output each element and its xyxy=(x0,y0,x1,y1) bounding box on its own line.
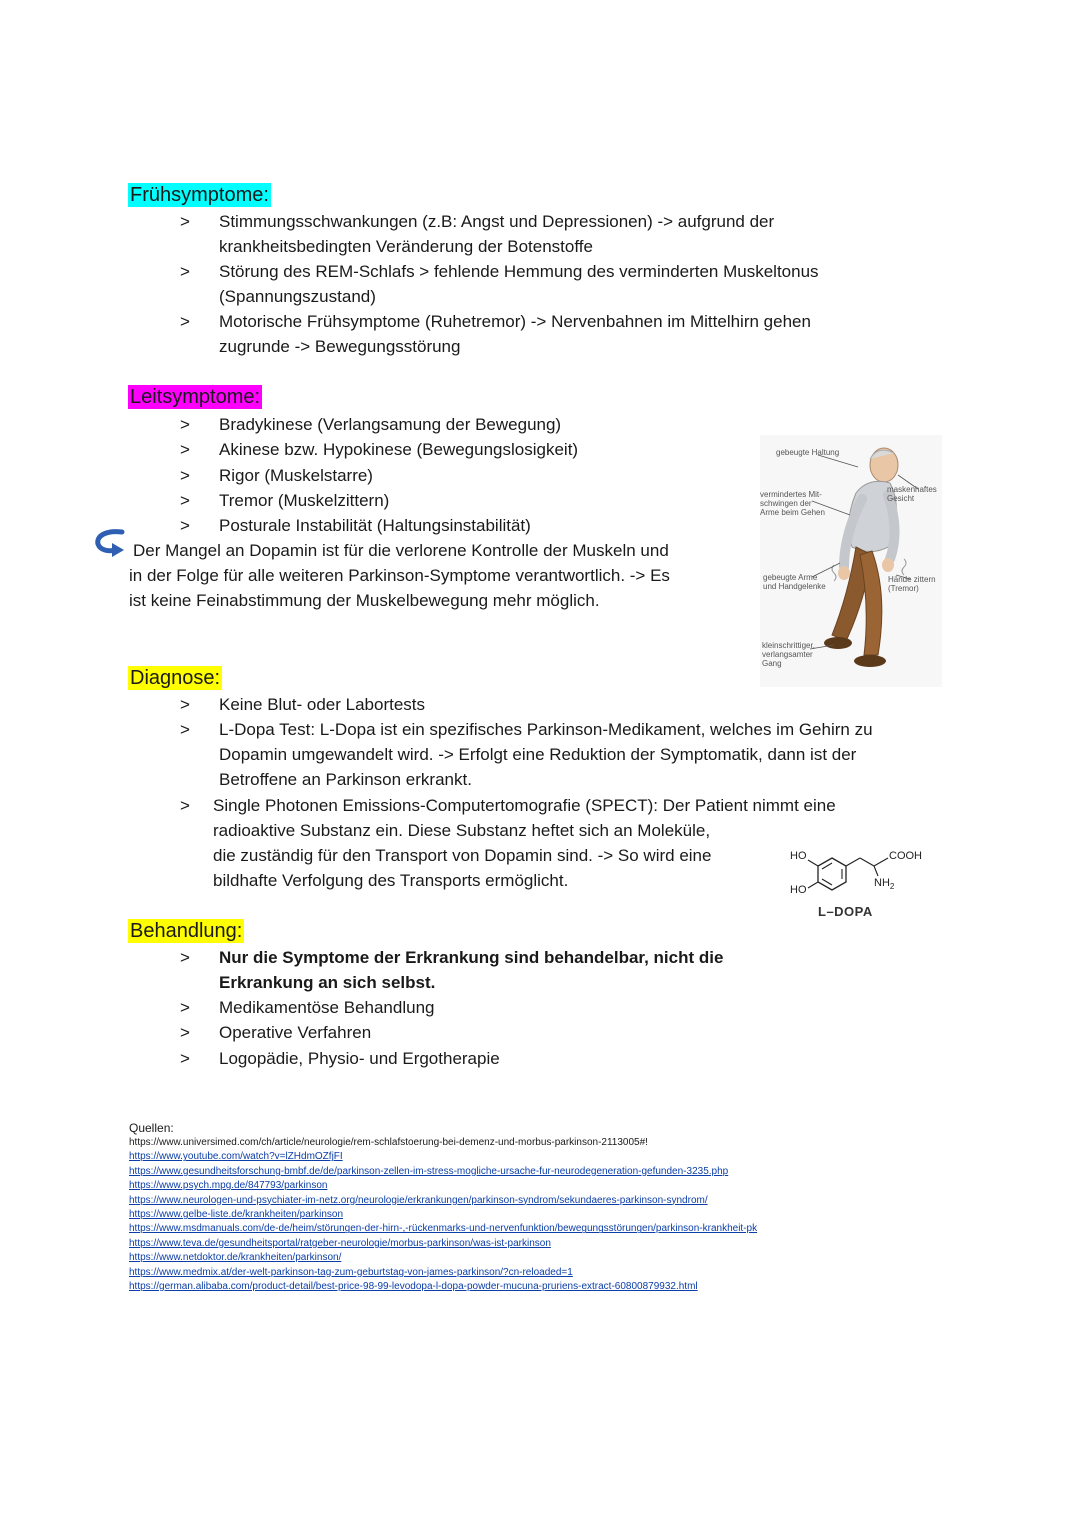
bullet-marker: > xyxy=(180,695,190,714)
heading-behandlung: Behandlung: xyxy=(130,920,243,942)
list-item xyxy=(180,488,740,513)
label-line: Hände zittern xyxy=(888,575,936,584)
label-line: und Handgelenke xyxy=(763,582,826,591)
list-item-text: Stimmungsschwankungen (z.B: Angst und Depressionen) -> aufgrund der xyxy=(219,212,775,231)
list-item-text: Dopamin umgewandelt wird. -> Erfolgt eine Reduktion der Symptomatik, dann ist der xyxy=(219,745,857,764)
list-item xyxy=(180,1046,780,1071)
molecule-cooh: COOH xyxy=(889,850,922,862)
source-link[interactable]: https://www.youtube.com/watch?v=lZHdmOZfjFI xyxy=(129,1151,343,1163)
heading-leitsymptome: Leitsymptome: xyxy=(130,386,261,408)
label-line: schwingen der xyxy=(760,499,812,508)
list-item xyxy=(180,437,740,462)
bullet-marker: > xyxy=(180,796,190,815)
source-link[interactable]: https://www.universimed.com/ch/article/neurologie/rem-schlafstoerung-bei-demenz-und-morbus-parkinson-2113005#! xyxy=(129,1137,648,1148)
list-item-text: Betroffene an Parkinson erkrankt. xyxy=(219,770,472,789)
list-item-text: Bradykinese (Verlangsamung der Bewegung) xyxy=(219,415,562,434)
bullet-marker: > xyxy=(180,212,190,231)
molecule-subscript: 2 xyxy=(889,882,895,892)
source-link[interactable]: https://german.alibaba.com/product-detail/best-price-98-99-levodopa-l-dopa-powder-mucuna-pruriens-extract-60800879932.html xyxy=(129,1281,698,1293)
bullet-marker: > xyxy=(180,440,190,459)
list-item xyxy=(180,412,740,437)
label-line: maskenhaftes xyxy=(887,485,937,494)
source-link[interactable]: https://www.gelbe-liste.de/krankheiten/parkinson xyxy=(129,1209,344,1221)
label-line: Gang xyxy=(762,659,782,668)
note-line: ist keine Feinabstimmung der Muskelbewegung mehr möglich. xyxy=(129,591,600,610)
source-link[interactable]: https://www.medmix.at/der-welt-parkinson-tag-zum-geburtstag-von-james-parkinson/?cn-reloaded=1 xyxy=(129,1266,573,1278)
list-item xyxy=(180,692,940,717)
label-line: verlangsamter xyxy=(762,650,813,659)
parkinson-figure xyxy=(760,435,942,687)
list-item-text: krankheitsbedingten Veränderung der Botenstoffe xyxy=(219,237,593,256)
molecule-ho-top: HO xyxy=(790,850,807,862)
sources-title: Quellen: xyxy=(129,1121,174,1135)
label-line: kleinschrittiger, xyxy=(762,641,815,650)
heading-fruehsymptome: Frühsymptome: xyxy=(130,184,269,206)
list-item-text: Medikamentöse Behandlung xyxy=(219,998,435,1017)
list-item xyxy=(180,1020,780,1045)
bullet-marker: > xyxy=(180,948,190,967)
molecule-nh2 xyxy=(874,877,894,891)
label-gait xyxy=(762,641,832,668)
molecule-ho-bottom: HO xyxy=(790,884,807,896)
list-item-text: Single Photonen Emissions-Computertomografie (SPECT): Der Patient nimmt eine xyxy=(213,796,836,815)
bullet-marker: > xyxy=(180,998,190,1017)
list-item-text: L-Dopa Test: L-Dopa ist ein spezifisches Parkinson-Medikament, welches im Gehirn zu xyxy=(219,720,873,739)
list-item xyxy=(180,717,940,792)
list-item-text: zugrunde -> Bewegungsstörung xyxy=(219,337,461,356)
label-line: vermindertes Mit- xyxy=(760,490,822,499)
dopamine-note xyxy=(129,538,749,613)
l-dopa-molecule xyxy=(786,842,936,926)
source-link[interactable]: https://www.gesundheitsforschung-bmbf.de/de/parkinson-zellen-im-stress-mogliche-ursache-fur-neurodegeneration-gefunden-3235.php xyxy=(129,1165,729,1177)
list-item xyxy=(180,995,780,1020)
source-link[interactable]: https://www.netdoktor.de/krankheiten/parkinson/ xyxy=(129,1252,342,1264)
bullet-marker: > xyxy=(180,1023,190,1042)
list-item-text: Tremor (Muskelzittern) xyxy=(219,491,390,510)
source-link[interactable]: https://www.neurologen-und-psychiater-im-netz.org/neurologie/erkrankungen/parkinson-syndrom/sekundaeres-parkinson-syndrom/ xyxy=(129,1194,708,1206)
note-line: Der Mangel an Dopamin ist für die verlorene Kontrolle der Muskeln und xyxy=(133,541,669,560)
list-item xyxy=(180,309,900,359)
source-link[interactable]: https://www.psych.mpg.de/847793/parkinson xyxy=(129,1180,328,1192)
label-hands xyxy=(888,575,942,593)
bullet-marker: > xyxy=(180,1049,190,1068)
list-item xyxy=(180,463,740,488)
label-posture: gebeugte Haltung xyxy=(776,448,840,457)
label-line: gebeugte Arme xyxy=(763,573,818,582)
bullet-marker: > xyxy=(180,415,190,434)
list-item-text: Motorische Frühsymptome (Ruhetremor) -> Nervenbahnen im Mittelhirn gehen xyxy=(219,312,811,331)
list-item xyxy=(180,259,900,309)
label-line: Gesicht xyxy=(887,494,915,503)
list-item-text: Akinese bzw. Hypokinese (Bewegungslosigkeit) xyxy=(219,440,579,459)
list-item-text: Rigor (Muskelstarre) xyxy=(219,466,373,485)
sources xyxy=(129,1120,929,1294)
list-item-text: Nur die Symptome der Erkrankung sind behandelbar, nicht die xyxy=(219,948,724,967)
note-line: in der Folge für alle weiteren Parkinson-Symptome verantwortlich. -> Es xyxy=(129,566,670,585)
label-arms-bent xyxy=(763,573,843,591)
bullet-marker: > xyxy=(180,491,190,510)
label-line: (Tremor) xyxy=(888,584,919,593)
bullet-marker: > xyxy=(180,312,190,331)
list-item-text: Operative Verfahren xyxy=(219,1023,372,1042)
list-item-text: Erkrankung an sich selbst. xyxy=(219,973,436,992)
bullet-marker: > xyxy=(180,466,190,485)
heading-diagnose: Diagnose: xyxy=(130,667,221,689)
list-item-text: Störung des REM-Schlafs > fehlende Hemmung des verminderten Muskeltonus xyxy=(219,262,819,281)
label-arm-swing xyxy=(760,490,840,517)
bullet-marker: > xyxy=(180,720,190,739)
bullet-marker: > xyxy=(180,262,190,281)
list-item-text: Logopädie, Physio- und Ergotherapie xyxy=(219,1049,500,1068)
molecule-caption: L–DOPA xyxy=(818,904,873,919)
molecule-nh: NH xyxy=(874,877,890,889)
label-line: Arme beim Gehen xyxy=(760,508,825,517)
curved-arrow-icon xyxy=(94,528,128,558)
list-item-text: radioaktive Substanz ein. Diese Substanz heftet sich an Moleküle, xyxy=(213,821,711,840)
list-item xyxy=(180,513,740,538)
list-item xyxy=(180,945,780,995)
source-link[interactable]: https://www.msdmanuals.com/de-de/heim/störungen-der-hirn-,-rückenmarks-und-nervenfunktion/bewegungsstörungen/parkinson-krankheit-pk xyxy=(129,1223,758,1235)
source-link[interactable]: https://www.teva.de/gesundheitsportal/ratgeber-neurologie/morbus-parkinson/was-ist-parkinson xyxy=(129,1237,551,1249)
list-item-text: Keine Blut- oder Labortests xyxy=(219,695,426,714)
list-item xyxy=(180,209,900,259)
bullet-marker: > xyxy=(180,516,190,535)
list-item-text: Posturale Instabilität (Haltungsinstabilität) xyxy=(219,516,531,535)
list-item-text: bildhafte Verfolgung des Transports ermöglicht. xyxy=(213,871,569,890)
list-item-text: die zuständig für den Transport von Dopamin sind. -> So wird eine xyxy=(213,846,712,865)
label-face xyxy=(887,485,943,503)
list-item-text: (Spannungszustand) xyxy=(219,287,376,306)
